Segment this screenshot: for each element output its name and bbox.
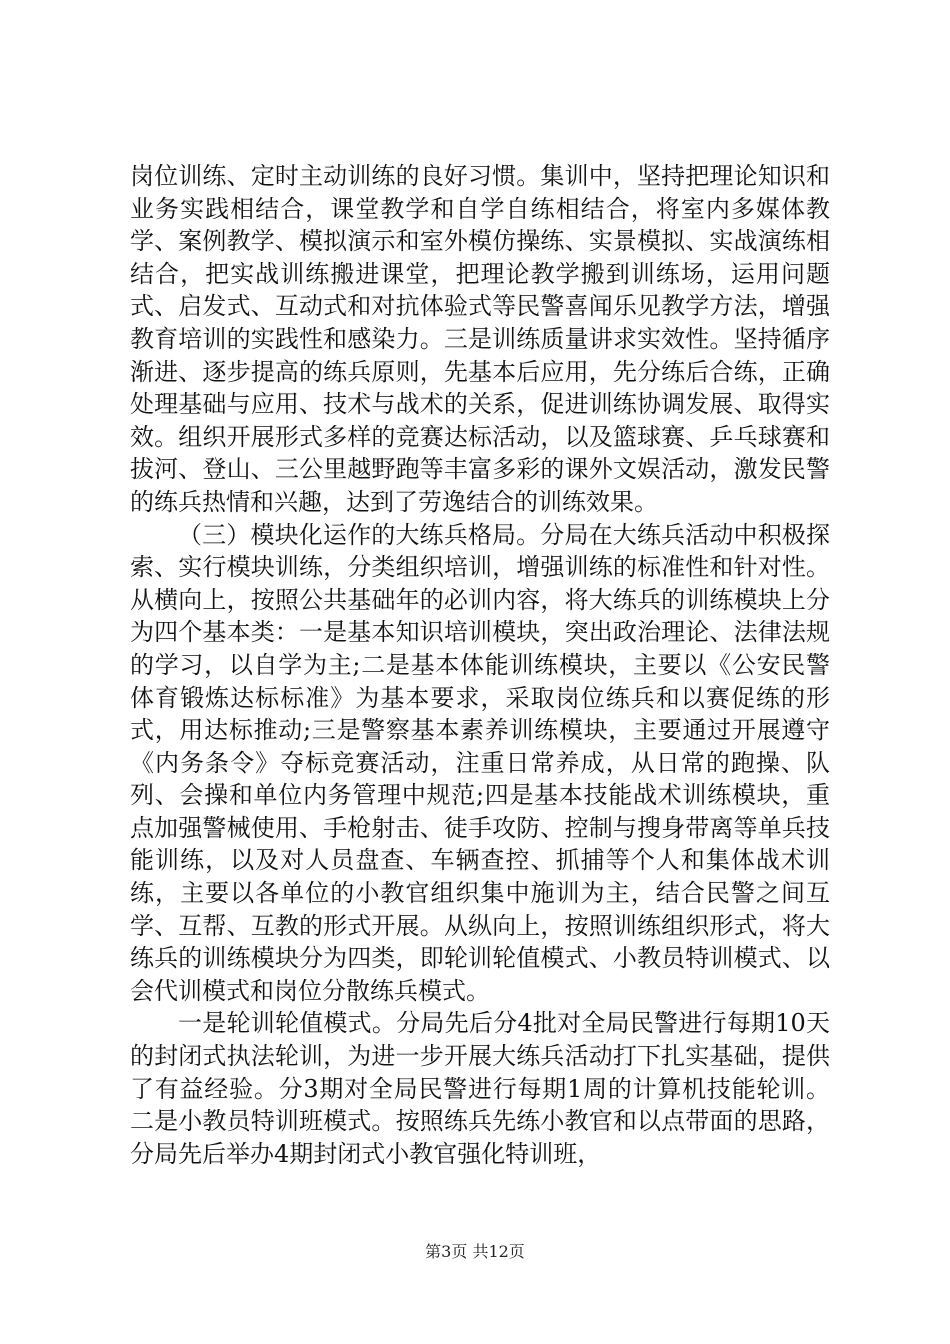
document-body (130, 160, 830, 1170)
body-paragraph-2: （三）模块化运作的大练兵格局。分局在大练兵活动中积极探索、实行模块训练，分类组织培训，增强训练的标准性和针对性。从横向上，按照公共基础年的必训内容，将大练兵的训练模块上分为四个基本类：一是基本知识培训模块，突出政治理论、法律法规的学习，以自学为主;二是基本体能训练模块，主要以《公安民警体育锻炼达标标准》为基本要求，采取岗位练兵和以赛促练的形式，用达标推动;三是警察基本素养训练模块，主要通过开展遵守《内务条令》夺标竞赛活动，注重日常养成，从日常的跑操、队列、会操和单位内务管理中规范;四是基本技能战术训练模块，重点加强警械使用、手枪射击、徒手攻防、控制与搜身带离等单兵技能训练，以及对人员盘查、车辆查控、抓捕等个人和集体战术训练，主要以各单位的小教官组织集中施训为主，结合民警之间互学、互帮、互教的形式开展。从纵向上，按照训练组织形式，将大练兵的训练模块分为四类，即轮训轮值模式、小教员特训模式、以会代训模式和岗位分散练兵模式。 (130, 520, 830, 1005)
page-number-footer: 第3页 共12页 (425, 1242, 525, 1261)
body-paragraph-1: 岗位训练、定时主动训练的良好习惯。集训中，坚持把理论知识和业务实践相结合，课堂教学和自学自练相结合，将室内多媒体教学、案例教学、模拟演示和室外模仿操练、实景模拟、实战演练相结合，把实战训练搬进课堂，把理论教学搬到训练场，运用问题式、启发式、互动式和对抗体验式等民警喜闻乐见教学方法，增强教育培训的实践性和感染力。三是训练质量讲求实效性。坚持循序渐进、逐步提高的练兵原则，先基本后应用，先分练后合练，正确处理基础与应用、技术与战术的关系，促进训练协调发展、取得实效。组织开展形式多样的竞赛达标活动，以及篮球赛、乒乓球赛和拔河、登山、三公里越野跑等丰富多彩的课外文娱活动，激发民警的练兵热情和兴趣，达到了劳逸结合的训练效果。 (130, 162, 830, 516)
body-paragraph-3: 一是轮训轮值模式。分局先后分4批对全局民警进行每期10天的封闭式执法轮训，为进一步开展大练兵活动打下扎实基础，提供了有益经验。分3期对全局民警进行每期1周的计算机技能轮训。二是小教员特训班模式。按照练兵先练小教官和以点带面的思路，分局先后举办4期封闭式小教官强化特训班， (130, 1009, 830, 1168)
